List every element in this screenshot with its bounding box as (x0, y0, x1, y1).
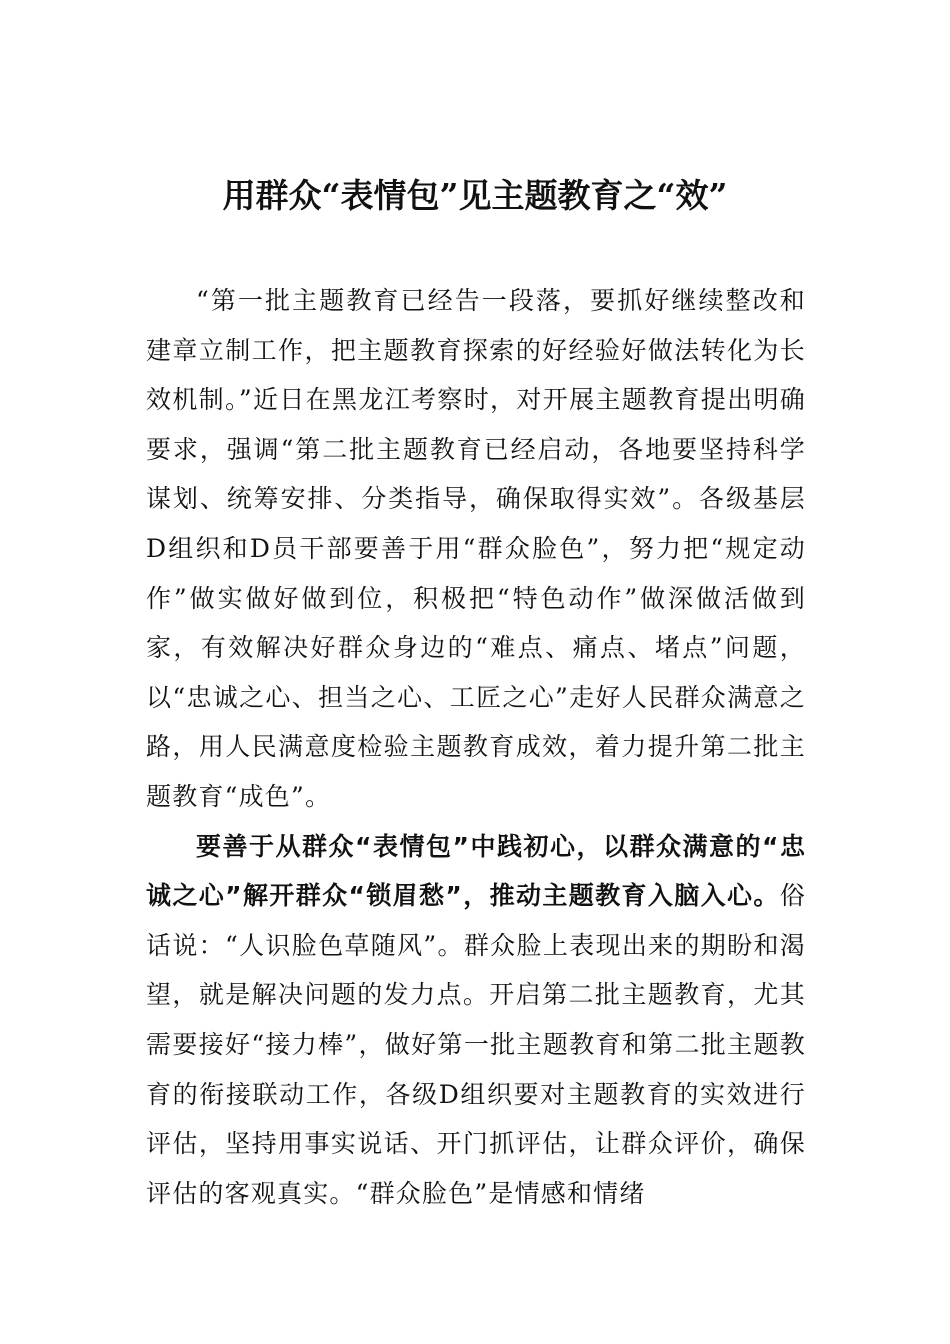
paragraph-1-text: “第一批主题教育已经告一段落，要抓好继续整改和建章立制工作，把主题教育探索的好经验好做法转化为长效机制。”近日在黑龙江考察时，对开展主题教育提出明确要求，强调“第二批主题教育已经启动，各地要坚持科学谋划、统筹安排、分类指导，确保取得实效”。各级基层D组织和D员干部要善于用“群众脸色”，努力把“规定动作”做实做好做到位，积极把“特色动作”做深做活做到家，有效解决好群众身边的“难点、痛点、堵点”问题，以“忠诚之心、担当之心、工匠之心”走好人民群众满意之路，用人民满意度检验主题教育成效，着力提升第二批主题教育“成色”。 (146, 286, 806, 811)
document-title: 用群众“表情包”见主题教育之“效” (222, 176, 728, 215)
paragraph-2 (146, 822, 806, 1219)
paragraph-2-text: 俗话说：“人识脸色草随风”。群众脸上表现出来的期盼和渴望，就是解决问题的发力点。开启第二批主题教育，尤其需要接好“接力棒”，做好第一批主题教育和第二批主题教育的衔接联动工作，各级D组织要对主题教育的实效进行评估，坚持用事实说话、开门抓评估，让群众评价，确保评估的客观真实。“群众脸色”是情感和情绪 (146, 881, 806, 1208)
paragraph-2-lead: 要善于从群众“表情包”中践初心，以群众满意的“忠诚之心”解开群众“锁眉愁”，推动主题教育入脑入心。 (146, 831, 806, 911)
document-body (146, 276, 806, 1218)
paragraph-1 (146, 276, 806, 822)
